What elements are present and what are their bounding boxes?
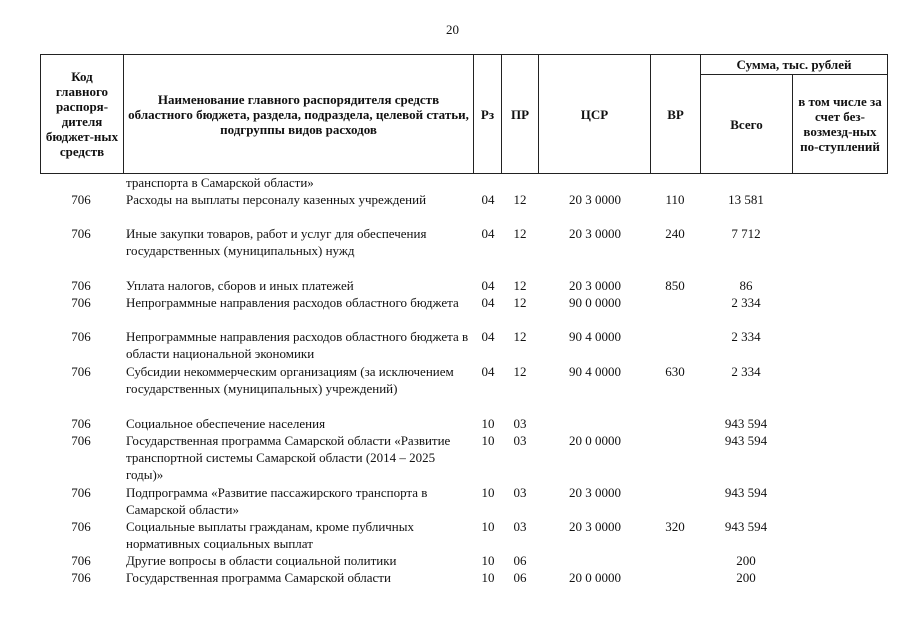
cell-code: 706 (71, 295, 91, 310)
cell-pr: 12 (513, 364, 527, 379)
cell-csr: 90 0 0000 (569, 295, 621, 310)
cell-name: Государственная программа Самарской области «Развитие транспортной системы Самарской области (2014 – 2025 годы)» (126, 433, 451, 482)
cell-code: 706 (71, 485, 91, 500)
header-csr: ЦСР (538, 54, 651, 174)
cell-csr: 20 3 0000 (569, 226, 621, 241)
cell-csr: 20 3 0000 (569, 519, 621, 534)
cell-rz: 10 (481, 433, 495, 448)
cell-name: Расходы на выплаты персоналу казенных учреждений (126, 192, 427, 207)
cell-rz: 04 (481, 278, 495, 293)
cell-total: 2 334 (731, 329, 761, 344)
cell-name: Подпрограмма «Развитие пассажирского транспорта в Самарской области» (126, 485, 428, 517)
cell-name: Социальное обеспечение населения (126, 416, 326, 431)
cell-csr: 90 4 0000 (569, 329, 621, 344)
cell-code: 706 (71, 278, 91, 293)
cell-pr: 12 (513, 192, 527, 207)
header-vr: ВР (650, 54, 701, 174)
cell-csr: 20 0 0000 (569, 433, 621, 448)
header-rz: Рз (473, 54, 502, 174)
cell-total: 7 712 (731, 226, 761, 241)
cell-rz: 10 (481, 485, 495, 500)
header-name: Наименование главного распорядителя средств областного бюджета, раздела, подраздела, целевой статьи, подгруппы видов расходов (123, 54, 474, 174)
header-code: Код главного распоря-дителя бюджет-ных средств (40, 54, 124, 174)
cell-name: Иные закупки товаров, работ и услуг для обеспечения государственных (муниципальных) нужд (126, 226, 427, 258)
cell-rz: 04 (481, 295, 495, 310)
cell-pr: 12 (513, 295, 527, 310)
cell-total: 200 (736, 570, 756, 585)
cell-pr: 12 (513, 329, 527, 344)
cell-csr: 20 3 0000 (569, 278, 621, 293)
header-free: в том числе за счет без-возмезд-ных по-ступлений (792, 74, 888, 174)
cell-csr: 20 3 0000 (569, 485, 621, 500)
cell-rz: 10 (481, 519, 495, 534)
cell-rz: 04 (481, 226, 495, 241)
cell-name: Другие вопросы в области социальной политики (126, 553, 397, 568)
table-header (40, 54, 888, 174)
cell-rz: 04 (481, 192, 495, 207)
cell-vr: 630 (665, 364, 685, 379)
cell-name: Непрограммные направления расходов областного бюджета (126, 295, 459, 310)
cell-pr: 12 (513, 226, 527, 241)
cell-vr: 110 (665, 192, 685, 207)
cell-pr: 06 (513, 553, 527, 568)
cell-rz: 04 (481, 364, 495, 379)
cell-total: 943 594 (724, 433, 768, 448)
cell-rz: 10 (481, 416, 495, 431)
cell-code: 706 (71, 226, 91, 241)
cell-total: 2 334 (731, 364, 761, 379)
cell-vr: 850 (665, 278, 685, 293)
cell-pr: 03 (513, 485, 527, 500)
cell-name: Социальные выплаты гражданам, кроме публичных нормативных социальных выплат (126, 519, 414, 551)
cell-csr: 90 4 0000 (569, 364, 621, 379)
cell-pr: 03 (513, 519, 527, 534)
cell-code: 706 (71, 553, 91, 568)
cell-pr: 12 (513, 278, 527, 293)
cell-total: 86 (739, 278, 753, 293)
cell-code: 706 (71, 519, 91, 534)
cell-total: 943 594 (724, 416, 768, 431)
cell-pr: 06 (513, 570, 527, 585)
cell-name: Государственная программа Самарской области (126, 570, 391, 585)
cell-code: 706 (71, 416, 91, 431)
cell-total: 943 594 (724, 519, 768, 534)
cell-csr: 20 0 0000 (569, 570, 621, 585)
cell-csr: 20 3 0000 (569, 192, 621, 207)
page-number: 20 (446, 22, 459, 37)
cell-total: 13 581 (728, 192, 764, 207)
cell-code: 706 (71, 364, 91, 379)
cell-name: транспорта в Самарской области» (126, 175, 314, 190)
cell-total: 943 594 (724, 485, 768, 500)
cell-pr: 03 (513, 433, 527, 448)
cell-name: Непрограммные направления расходов областного бюджета в области национальной экономики (126, 329, 469, 361)
cell-code: 706 (71, 192, 91, 207)
cell-rz: 04 (481, 329, 495, 344)
cell-code: 706 (71, 329, 91, 344)
cell-name: Субсидии некоммерческим организациям (за исключением государственных (муниципальных) учреждений) (126, 364, 454, 396)
cell-total: 200 (736, 553, 756, 568)
cell-code: 706 (71, 570, 91, 585)
cell-vr: 240 (665, 226, 685, 241)
cell-vr: 320 (665, 519, 685, 534)
header-sum: Сумма, тыс. рублей (700, 54, 888, 75)
cell-rz: 10 (481, 553, 495, 568)
header-pr: ПР (501, 54, 539, 174)
cell-total: 2 334 (731, 295, 761, 310)
cell-pr: 03 (513, 416, 527, 431)
cell-name: Уплата налогов, сборов и иных платежей (126, 278, 354, 293)
cell-code: 706 (71, 433, 91, 448)
header-total: Всего (700, 74, 793, 174)
cell-rz: 10 (481, 570, 495, 585)
